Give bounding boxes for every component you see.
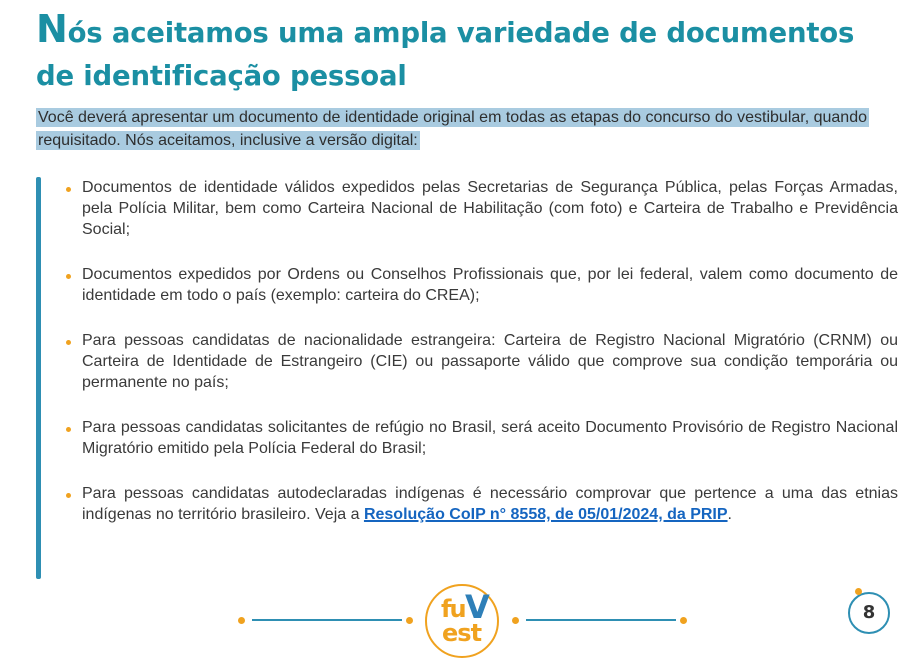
page-number: 8: [848, 592, 890, 634]
page-title: [36, 8, 896, 98]
list-item-text: Para pessoas candidatas de nacionalidade estrangeira: Carteira de Registro Nacional Migratório (CRNM) ou Carteira de Identidade de Estrangeiro (CIE) ou passaporte válido que comprove sua condição temporária ou permanente no país;: [82, 332, 898, 391]
logo-fu: fu: [441, 595, 465, 623]
list-item: [66, 330, 898, 393]
logo-v: V: [465, 588, 490, 626]
list-item-text: Documentos expedidos por Ordens ou Conselhos Profissionais que, por lei federal, valem como documento de identidade em todo o país (exemplo: carteira do CREA);: [82, 266, 898, 304]
list-item: [66, 264, 898, 306]
footer-dot-icon: [512, 617, 519, 624]
footer-dot-icon: [680, 617, 687, 624]
bullet-icon: [66, 274, 71, 279]
list-accent-bar: [36, 177, 41, 579]
page-dot-icon: [855, 588, 862, 595]
footer-dot-icon: [238, 617, 245, 624]
bullet-icon: [66, 493, 71, 498]
title-initial: N: [36, 7, 68, 51]
bullet-icon: [66, 340, 71, 345]
document-list: [66, 177, 898, 549]
logo-est: est: [442, 619, 482, 647]
list-item-text: Documentos de identidade válidos expedidos pelas Secretarias de Segurança Pública, pelas Forças Armadas, pela Polícia Militar, bem como Carteira Nacional de Habilitação (com foto) e Carteira de Trabalho e Previdência Social;: [82, 179, 898, 238]
footer-dot-icon: [406, 617, 413, 624]
list-item: [66, 177, 898, 240]
resolution-link[interactable]: Resolução CoIP n° 8558, de 05/01/2024, da PRIP: [363, 506, 728, 523]
list-item-text: Para pessoas candidatas autodeclaradas indígenas é necessário comprovar que pertence a uma das etnias indígenas no território brasileiro. Veja a: [82, 485, 898, 523]
list-item: [66, 417, 898, 459]
list-item-end: .: [727, 506, 732, 523]
title-text: ós aceitamos uma ampla variedade de documentos de identificação pessoal: [36, 17, 855, 92]
intro-paragraph: [36, 106, 896, 152]
intro-text: Você deverá apresentar um documento de identidade original em todas as etapas do concurso do vestibular, quando requisitado. Nós aceitamos, inclusive a versão digital:: [38, 109, 867, 149]
list-item-text: Para pessoas candidatas solicitantes de refúgio no Brasil, será aceito Documento Provisório de Registro Nacional Migratório emitido pela Polícia Federal do Brasil;: [82, 419, 898, 457]
footer-line-right: [526, 619, 676, 621]
bullet-icon: [66, 427, 71, 432]
footer-line-left: [252, 619, 402, 621]
fuvest-logo: [425, 584, 499, 658]
list-item: [66, 483, 898, 525]
bullet-icon: [66, 187, 71, 192]
